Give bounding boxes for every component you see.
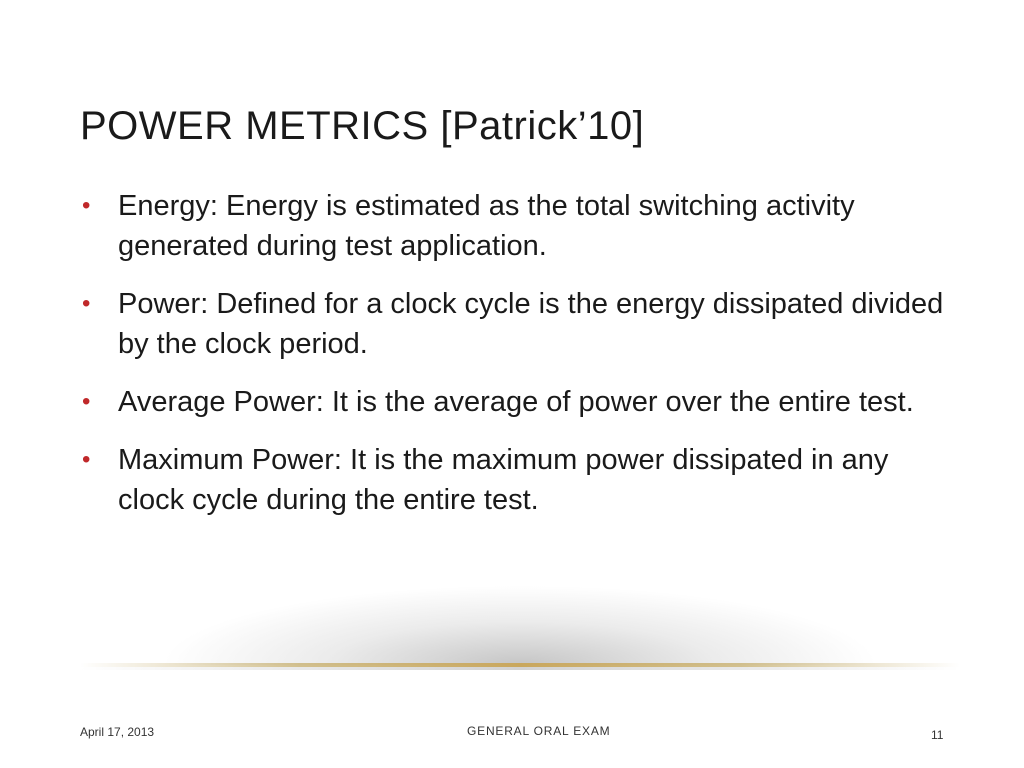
page-number: 11: [931, 728, 944, 742]
bullet-marker: •: [82, 192, 91, 219]
bullet-text: Energy: Energy is estimated as the total switching activity generated during test application.: [118, 190, 855, 262]
bullet-item: [80, 186, 960, 266]
bullet-item: [80, 382, 960, 422]
bullet-marker: •: [82, 388, 91, 415]
bullet-list: [80, 186, 960, 538]
bullet-text: Maximum Power: It is the maximum power dissipated in any clock cycle during the entire test.: [118, 444, 889, 516]
bullet-text: Average Power: It is the average of power over the entire test.: [118, 386, 914, 418]
bullet-item: [80, 440, 960, 520]
bullet-marker: •: [82, 290, 91, 317]
slide-title: POWER METRICS [Patrick’10]: [80, 104, 645, 148]
decorative-glow: [160, 585, 880, 665]
footer-date: April 17, 2013: [80, 725, 155, 739]
bullet-item: [80, 284, 960, 364]
footer-divider-shadow: [80, 667, 960, 670]
footer-title: GENERAL ORAL EXAM: [467, 724, 611, 738]
bullet-marker: •: [82, 446, 91, 473]
bullet-text: Power: Defined for a clock cycle is the energy dissipated divided by the clock period.: [118, 288, 944, 360]
